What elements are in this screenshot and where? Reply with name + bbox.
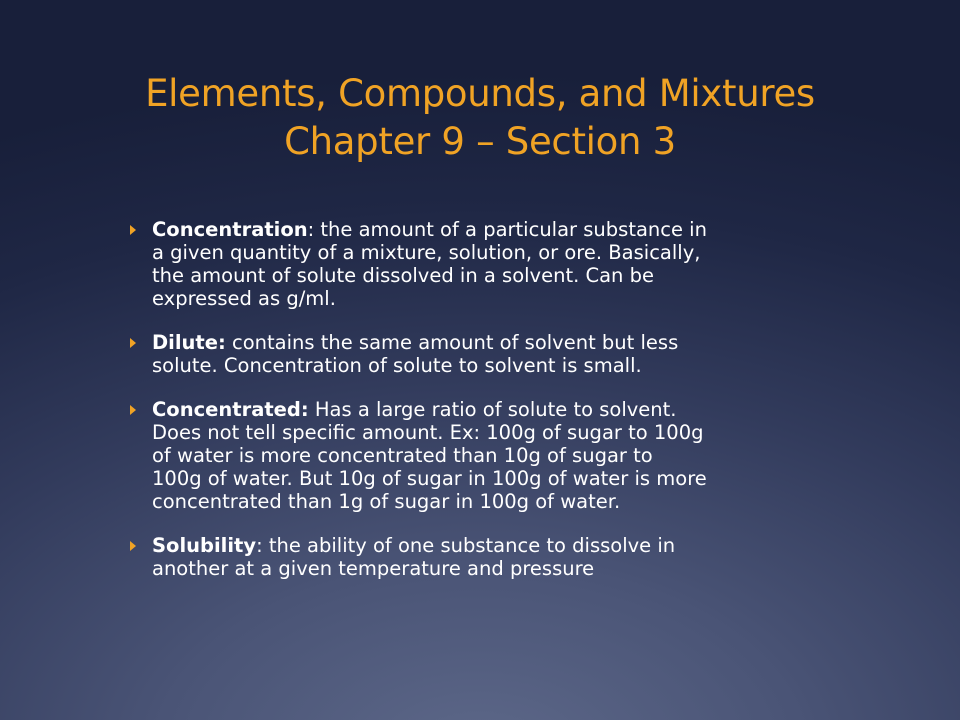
bullet-arrow-icon	[130, 225, 136, 235]
title-line-1: Elements, Compounds, and Mixtures	[145, 72, 815, 115]
title-line-2: Chapter 9 – Section 3	[284, 120, 676, 163]
bullet-arrow-icon	[130, 338, 136, 348]
bullet-line	[152, 218, 846, 241]
bullet-line	[152, 331, 846, 354]
bullet-text: contains the same amount of solvent but less	[225, 331, 679, 354]
bullet-term: Dilute:	[152, 331, 226, 354]
bullet-text: Has a large ratio of solute to solvent.	[308, 398, 677, 421]
bullet-line: of water is more concentrated than 10g of sugar to	[152, 444, 653, 467]
bullet-line: solute. Concentration of solute to solvent is small.	[152, 354, 642, 377]
bullet-arrow-icon	[130, 405, 136, 415]
bullet-term: Concentration	[152, 218, 308, 241]
bullet-arrow-icon	[130, 541, 136, 551]
bullet-line: another at a given temperature and pressure	[152, 557, 595, 580]
bullet-concentrated	[126, 398, 846, 513]
bullet-list	[126, 218, 846, 601]
bullet-line: expressed as g/ml.	[152, 287, 336, 310]
slide-title	[0, 70, 960, 166]
bullet-line: 100g of water. But 10g of sugar in 100g of water is more	[152, 467, 707, 490]
bullet-solubility	[126, 534, 846, 580]
bullet-term: Solubility	[152, 534, 257, 557]
bullet-text: : the ability of one substance to dissolve in	[256, 534, 676, 557]
bullet-line	[152, 534, 846, 557]
bullet-line: concentrated than 1g of sugar in 100g of water.	[152, 490, 621, 513]
bullet-concentration	[126, 218, 846, 310]
bullet-line: the amount of solute dissolved in a solvent. Can be	[152, 264, 654, 287]
bullet-line: a given quantity of a mixture, solution, or ore. Basically,	[152, 241, 701, 264]
bullet-line: Does not tell specific amount. Ex: 100g of sugar to 100g	[152, 421, 704, 444]
bullet-dilute	[126, 331, 846, 377]
bullet-text: : the amount of a particular substance in	[307, 218, 707, 241]
bullet-term: Concentrated:	[152, 398, 309, 421]
bullet-line	[152, 398, 846, 421]
